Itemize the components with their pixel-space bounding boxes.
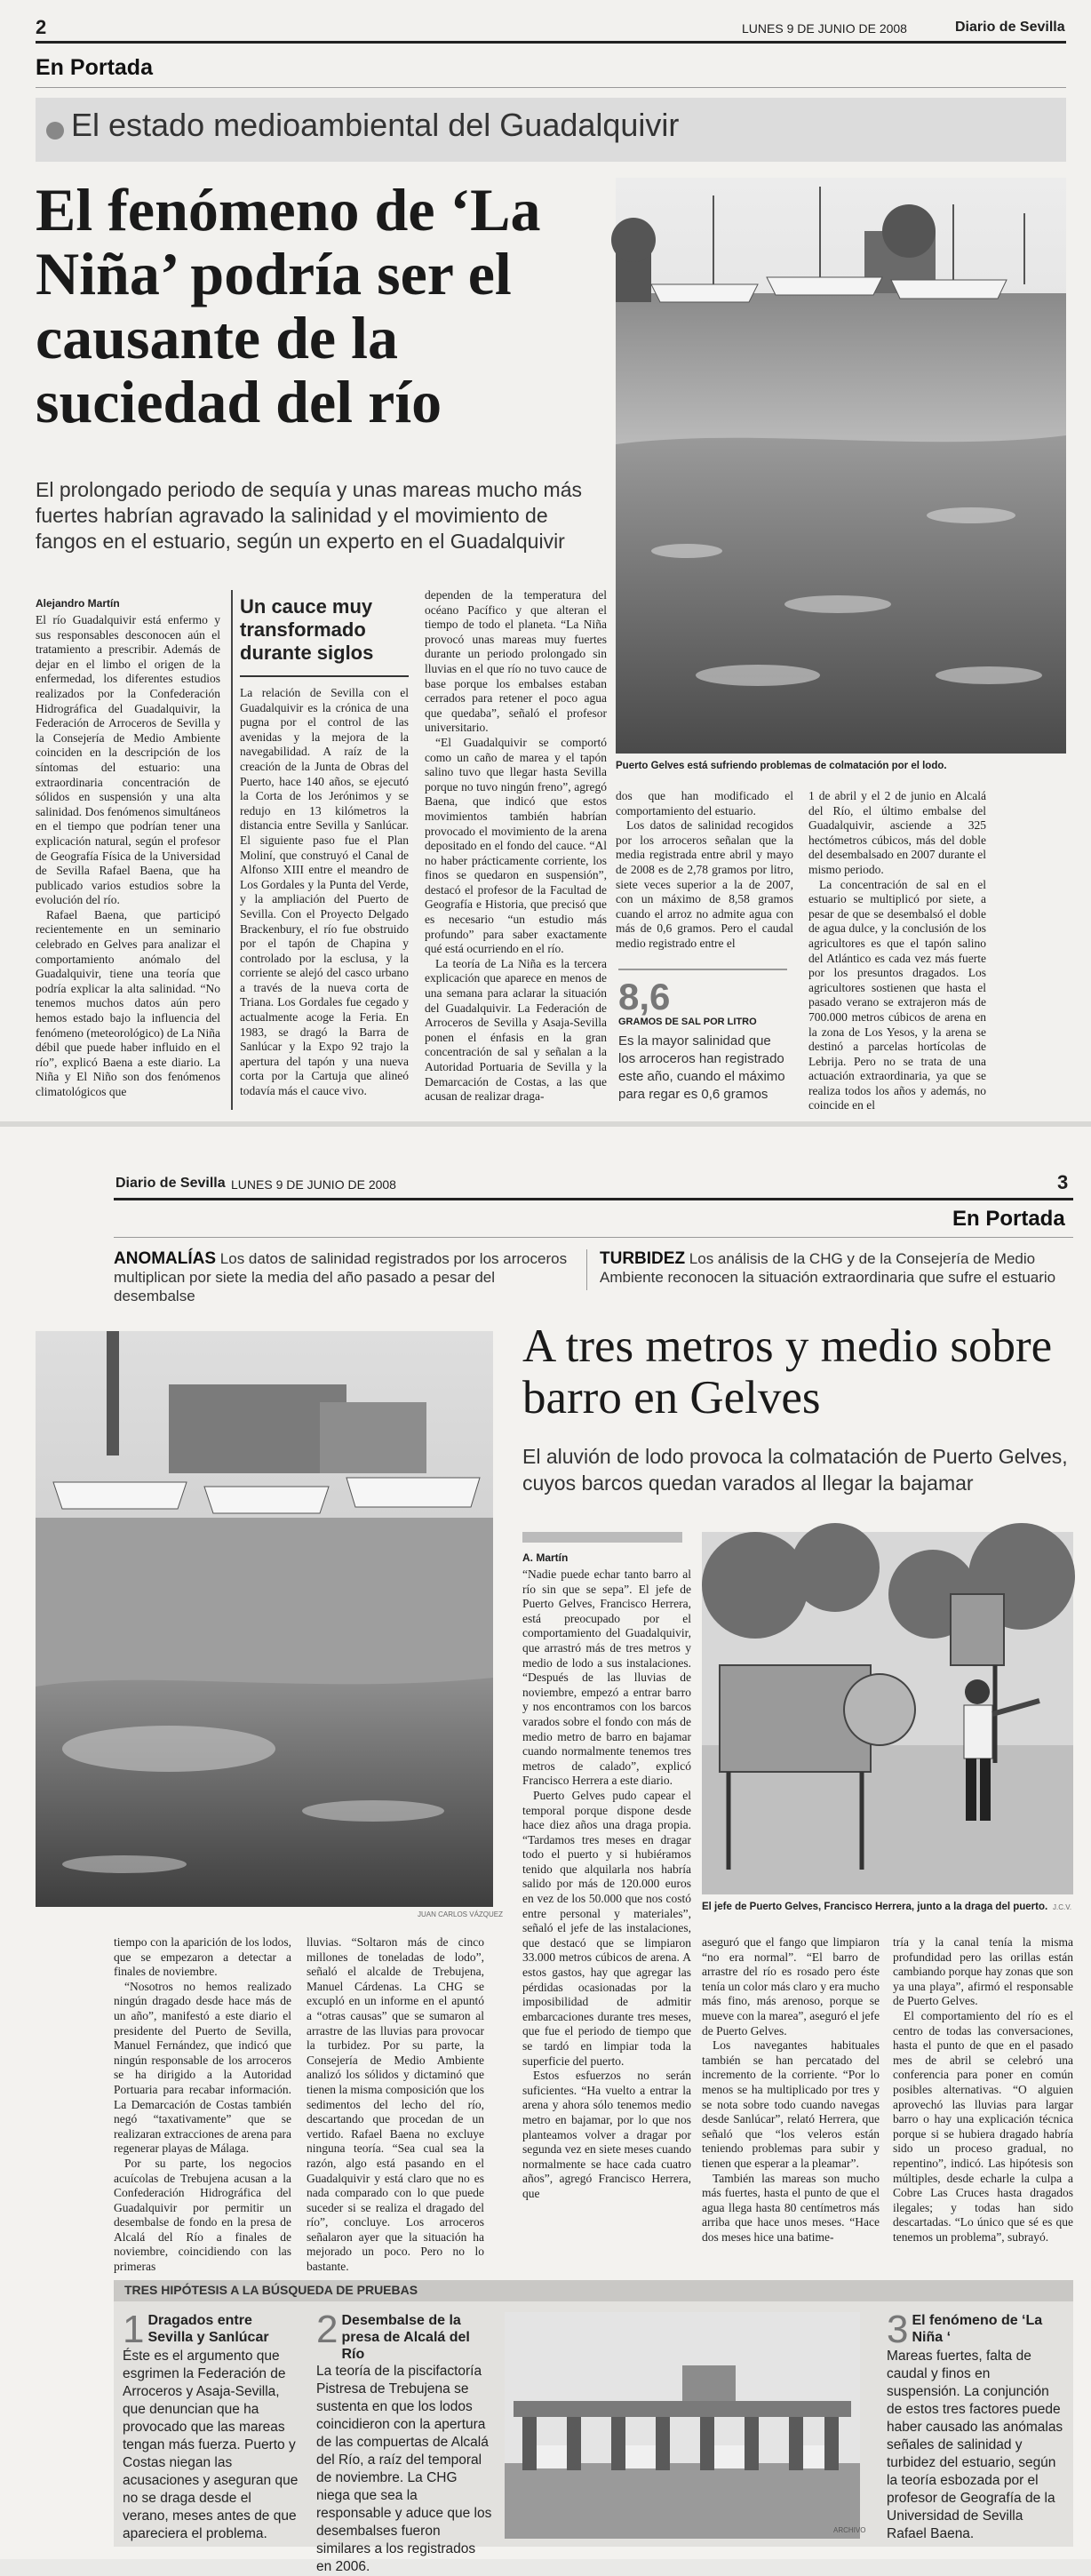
paragraph: También las mareas son mucho más fuertes, hasta el punto de que el agua llega hasta 80 centímetros más arriba que hace unos meses. “Hace dos meses hice una batime- (702, 2171, 880, 2244)
byline: A. Martín (522, 1551, 569, 1564)
hypothesis-number: 1 (123, 2308, 145, 2351)
newspaper-page-2 (0, 0, 1091, 1121)
section-label: En Portada (952, 1207, 1065, 1231)
dam-photo (505, 2312, 866, 2539)
paragraph: La teoría de La Niña es la tercera explicación que aparece en menos de una semana para aclarar la situación del Guadalquivir. La Federación de Arroceros de Sevilla y Asaja-Sevilla ponen el énfasis en la gran concentración de sal y señalan a la Autoridad Portuaria de Sevilla y la Demarcación de Costas, a las que acusan de realizar draga- (425, 956, 607, 1104)
paragraph: aseguró que el fango que limpiaron “no era normal”. “El barro de arrastre del río es rosado pero éste tenía un color más claro y era mucho más fino, más arenoso, porque se mueve con la marea”, aseguró el jefe de Puerto Gelves. (702, 1935, 880, 2038)
sidebar-title: Un cauce muy transformado durante siglos (240, 595, 374, 664)
hypotheses-box (114, 2280, 1073, 2574)
paragraph: Los navegantes habituales también se han percatado del incremento de la corriente. “Por lo menos se ha multiplicado por tres y se nota sobre todo cuando navegas desde Sanlúcar”, relató Herrera, que señaló que “los veleros están teniendo problemas para subir y tienen que esperar a la pleamar”. (702, 2038, 880, 2170)
article-column-e (893, 1935, 1073, 2244)
paragraph: El río Guadalquivir está enfermo y sus responsables desconocen aún el tratamiento a prescribir. Además de dejar en el limbo el origen de la enfermedad, los diferentes estudios realizados por la Confederación Hidrográfica del Guadalquivir, la Federación de Arroceros de Sevilla y la Consejería de Medio Ambiente coinciden en la descripción de los síntomas del estuario: una extraordinaria concentración de sólidos en suspensión y una alta salinidad. Dos fenómenos simultáneos en el tiempo que podrían tener una explicación natural, según el profesor de Geografía Física de la Universidad de Sevilla Rafael Baena, que ha publicado varios estudios sobre la evolución del río. (36, 613, 220, 907)
topic-label: ANOMALÍAS (114, 1249, 217, 1268)
article-column-d (702, 1935, 880, 2244)
photo-credit: J.C.V. (1053, 1903, 1072, 1911)
byline-bar (522, 1532, 682, 1543)
header-rule (36, 41, 1066, 44)
section-rule (36, 87, 1066, 88)
port-mud-photo-graphic (616, 178, 1066, 754)
header-rule (114, 1198, 1073, 1200)
article-column-b (114, 1935, 291, 2274)
hypothesis-3 (887, 2308, 1064, 2543)
hypothesis-number: 2 (316, 2308, 338, 2351)
topic-label: TURBIDEZ (600, 1249, 686, 1268)
main-headline: El fenómeno de ‘La Niña’ podría ser el causante de la suciedad del río (36, 176, 541, 435)
article-column-4 (616, 789, 793, 962)
paragraph: dependen de la temperatura del océano Pacífico y que alteran el tiempo de todo el planeta. “La Niña provocó unas mareas muy fuertes durante un periodo prolongado sin lluvias en el que río no tuvo cauce de base porque los embalses estaban cerrados para retener el poco agua que quedaba”, señaló el profesor universitario. (425, 588, 607, 735)
topic-divider (586, 1249, 587, 1290)
topic-banner-text: El estado medioambiental del Guadalquivir (71, 107, 680, 143)
topic-banner (36, 98, 1066, 162)
hypothesis-title: Dragados entre Sevilla y Sanlúcar (147, 2313, 269, 2345)
paragraph: “Nadie puede echar tanto barro al río sin que se sepa”. El jefe de Puerto Gelves, Francisco Herrera, está preocupado por el comportamiento del Guadalquivir, que arrastró más de tres metros y medio de lodo a sus instalaciones. “Después de las lluvias de noviembre, empezó a entrar barro y nos encontramos con los barcos varados sobre el fondo con más de medio metro de barro en bajamar cuando normalmente tenemos tres metros de calado”, explicó Francisco Herrera a este diario. (522, 1567, 691, 1788)
paragraph: Los datos de salinidad recogidos por los arroceros señalan que la media registrada entre abril y mayo de 2008 es de 2,78 gramos por litro, siete veces superior a la de 2007, con un máximo de 8,58 gramos cuando el arroz no admite agua con más de 0,6 gramos. Pero el caudal medio registrado entre el (616, 818, 793, 950)
sidebar-text (240, 686, 409, 1104)
photo-caption: Puerto Gelves está sufriendo problemas de colmatación por el lodo. (616, 761, 947, 771)
paragraph: “Nosotros no hemos realizado ningún dragado desde hace más de un año”, manifestó a este diario el presidente del Puerto de Sevilla, Manuel Fernández, que indicó que ningún responsable de los arroceros se ha dirigido a la Autoridad Portuaria para recabar información. La Demarcación de Costas también negó “taxativamente” que se realizaran extracciones de arena para regenerar playas de Málaga. (114, 1979, 291, 2156)
paragraph: “El Guadalquivir se comportó como un caño de marea y el tapón salino tuvo que llegar hasta Sevilla porque no tuvo ningún freno”, agregó Baena, que indicó que estos movimientos también habrían provocado el movimiento de la arena depositado en el fondo del cauce. “Al no haber prácticamente corriente, los finos se quedaron en suspensión”, destacó el profesor de la Facultad de Geografía e Historia, que precisó que es necesario “un estudio más profundo” para saber exactamente qué está ocurriendo en el río. (425, 735, 607, 956)
hypothesis-2 (316, 2308, 494, 2576)
hypothesis-title: El fenómeno de ‘La Niña ‘ (912, 2313, 1043, 2345)
dam-photo-graphic (505, 2312, 866, 2539)
photo-credit: JUAN CARLOS VÁZQUEZ (418, 1910, 504, 1918)
publication-name: Diario de Sevilla (955, 20, 1065, 35)
article-column-1 (36, 613, 220, 1111)
paragraph: dos que han modificado el comportamiento del estuario. (616, 789, 793, 817)
page-date: LUNES 9 DE JUNIO DE 2008 (231, 1177, 396, 1192)
paragraph: Por su parte, los negocios acuícolas de Trebujena acusan a la Confederación Hidrográfica del Guadalquivir por permitir un desembalse de fondo en la presa de Alcalá del Río a finales de noviembre, coincidiendo con las primeras (114, 2156, 291, 2274)
topic-text: Los análisis de la CHG y de la Consejería de Medio Ambiente reconocen la situación extraordinaria que sufre el estuario (600, 1250, 1056, 1286)
sidebar-rule (240, 675, 409, 677)
page-date: LUNES 9 DE JUNIO DE 2008 (742, 21, 907, 36)
gelves-port-photo-graphic (36, 1331, 493, 1907)
paragraph: La relación de Sevilla con el Guadalquivir es la crónica de una pugna por el control de las avenidas y la mejora de la navegabilidad. A raíz de la creación de la Junta de Obras del Puerto, hace 140 años, se ejecutó la Corta de los Jerónimos y se redujo en 13 kilómetros la distancia entre Sevilla y Sanlúcar. El siguiente paso fue el Plan Moliní, que construyó el Canal de Alfonso XIII entre el meandro de Los Gordales y la Punta del Verde, y la ampliación del Puerto de Sevilla. Con el Proyecto Delgado Brackenbury, el río fue obstruido por el tapón de Chapina y controlado por la esclusa, y la corriente se alejó del casco urbano a través de la nueva corta de Triana. Los Gordales fue cegado y actualmente acoge la Feria. En 1983, se dragó la Barra de Sanlúcar y la Expo 92 trajo la apertura del tapón y una nueva corta por la Cartuja que alineó todavía más el cauce vivo. (240, 686, 409, 1098)
hypothesis-number: 3 (887, 2308, 909, 2351)
stat-text: Es la mayor salinidad que los arroceros han registrado este año, cuando el máximo para regar es 0,6 gramos (618, 1033, 785, 1102)
harbour-master-photo (702, 1532, 1073, 1894)
paragraph: 1 de abril y el 2 de junio en Alcalá del Río, el último embalse del Guadalquivir, asciende a 325 hectómetros cúbicos, más del doble del desembalsado en 2007 durante el mismo periodo. (808, 789, 986, 876)
paragraph: El comportamiento del río es el centro de todas las conversaciones, hasta el punto de que en el pasado mes de abril se celebró una conferencia para poner en común posibles alternativas. “O alguien aprovechó las lluvias para largar barro o hay una explicación técnica porque si se hubiera dragado habría sido un proceso gradual, no repentino”, indicó. Las hipótesis son múltiples, desde echarle la culpa a Cobre Las Cruces hasta dragados ilegales; y todas han sido descartadas. “Lo único que sé es que tenemos un problema”, subrayó. (893, 2008, 1073, 2244)
gelves-port-photo (36, 1331, 493, 1907)
paragraph: Puerto Gelves pudo capear el temporal porque dispone desde hace diez años una draga propia. “Tardamos tres meses en dragar todo el puerto y si hubiéramos tenido que alquilarla nos habría salido por más de 120.000 euros en vez de los 50.000 que nos costó entre personal y materiales”, señaló el jefe de las instalaciones, que destacó que se limpiaron 33.000 metros cúbicos de arena. A estos gastos, hay que agregar las pérdidas ocasionadas por la imposibilidad de admitir embarcaciones durante tres meses, que fue el periodo de tiempo que se tardó en limpiar toda la superficie del puerto. (522, 1788, 691, 2068)
port-mud-photo (616, 178, 1066, 754)
paragraph: lluvias. “Soltaron más de cinco millones de toneladas de lodo”, señaló el alcalde de Trebujena, Manuel Cárdenas. La CHG se excupló en un informe en el apuntó a “otras causas” que se sumaron al arrastre de las lluvias para provocar la turbidez. Por su parte, la Consejería de Medio Ambiente analizó los sólidos y dictaminó que tienen la misma composición que los sedimentos del lecho del río, descartando que procedan de un vertido. Rafael Baena no excluye ninguna teoría. “Sea cual sea la razón, algo está pasando en el Guadalquivir y está claro que no es nada comparado con lo que puede suceder si se realiza el dragado del río”, concluye. Los arroceros señalaron ayer que la situación ha mejorado un poco. Pero no lo bastante. (307, 1935, 484, 2274)
paragraph: tría y la canal tenía la misma profundidad pero las orillas están cambiando porque hay zonas que son ya una playa”, afirmó el responsable de Puerto Gelves. (893, 1935, 1073, 2008)
section-label: En Portada (36, 55, 153, 80)
article-column-3 (425, 588, 607, 1113)
paragraph: Rafael Baena, que participó recientemente en un seminario celebrado en Gelves para analizar el comportamiento anómalo del Guadalquivir, tiene una teoría que podría explicar la alta salinidad. “No tenemos muchos datos aún pero hemos estado bajo la influencia del fenómeno (meteorológico) de La Niña débil que puede haber influido en el río”, explicó Baena a este diario. La Niña y El Niño son dos fenómenos climatológicos que (36, 907, 220, 1098)
harbour-master-photo-graphic (702, 1532, 1073, 1894)
bullet-icon (46, 122, 64, 140)
hypothesis-text: La teoría de la piscifactoría Pistresa de Trebujena se sustenta en que los lodos coincidieron con la apertura de las compuertas de Alcalá del Río, a raíz del temporal de noviembre. La CHG niega que sea la responsable y aduce que los desembalses fueron similares a los registrados en 2006. (316, 2364, 492, 2574)
photo-credit: ARCHIVO (833, 2526, 866, 2534)
topic-turbidez (600, 1249, 1071, 1287)
stat-box (618, 969, 787, 1111)
paragraph: La concentración de sal en el estuario se multiplicó por siete, a pesar de que se desembalsó el doble de agua dulce, y la conclusión de los agricultores es que el tapón salino del Atlántico es cada vez más fuerte por los presuntos dragados. Los agricultores sostienen que hasta el pasado verano se extrajeron más de 700.000 metros cúbicos de arena en la zona de Los Yesos, y la arena se destinó a parcelas hortícolas de Lebrija. Pero no se trata de una actuación extraordinaria, ya que se realiza todos los años y además, no coincide en el (808, 877, 986, 1113)
paragraph: tiempo con la aparición de los lodos, que se empezaron a detectar a finales de noviembre. (114, 1935, 291, 1979)
byline: Alejandro Martín (36, 597, 120, 610)
hypothesis-text: Éste es el argumento que esgrimen la Federación de Arroceros y Asaja-Sevilla, que denuncian que ha provocado que las mareas tengan más fuerza. Puerto y Costas niegan las acusaciones y aseguran que no se draga desde el verano, meses antes de que apareciera el problema. (123, 2349, 299, 2541)
stat-label: GRAMOS DE SAL POR LITRO (618, 1017, 757, 1027)
topic-text: Los datos de salinidad registrados por los arroceros multiplican por siete la media del año pasado a pesar del desembalse (114, 1250, 568, 1304)
main-headline: A tres metros y medio sobre barro en Gelves (522, 1320, 1053, 1424)
topic-anomalias (114, 1249, 576, 1305)
hypothesis-title: Desembalse de la presa de Alcalá del Río (341, 2313, 470, 2362)
hypotheses-title: TRES HIPÓTESIS A LA BÚSQUEDA DE PRUEBAS (114, 2280, 1073, 2301)
hypothesis-1 (123, 2308, 300, 2543)
hypothesis-text: Mareas fuertes, falta de caudal y finos en suspensión. La conjunción de estos tres factores puede haber causado las anómalas señales de salinidad y turbidez del estuario, según la teoría esbozada por el profesor de Geografía de la Universidad de Sevilla Rafael Baena. (887, 2349, 1063, 2541)
photo-caption: El jefe de Puerto Gelves, Francisco Herrera, junto a la draga del puerto. (702, 1902, 1048, 1912)
article-column-5 (808, 789, 986, 1111)
sidebar-box (231, 590, 409, 1110)
paragraph: Estos esfuerzos no serán suficientes. “Ha vuelto a entrar la arena y ahora sólo tenemos medio metro en bajamar, por lo que nos planteamos volver a dragar por segunda vez en siete meses cuando normalmente se hace cada cuatro años”, agregó Francisco Herrera, que (522, 2069, 691, 2200)
main-subheadline: El prolongado periodo de sequía y unas mareas mucho más fuertes habrían agravado la salinidad y el movimiento de fangos en el estuario, según un experto en el Guadalquivir (36, 478, 582, 553)
newspaper-page-3 (0, 1121, 1091, 2574)
page-number: 3 (1057, 1171, 1069, 1193)
page-number: 2 (36, 16, 47, 38)
section-rule (114, 1237, 1073, 1238)
article-column-a (522, 1567, 691, 2200)
stat-value: 8,6 (618, 976, 671, 1017)
main-subheadline: El aluvión de lodo provoca la colmatación de Puerto Gelves, cuyos barcos quedan varados al llegar la bajamar (522, 1445, 1068, 1495)
article-column-c (307, 1935, 484, 2274)
publication-name: Diario de Sevilla (115, 1176, 226, 1191)
